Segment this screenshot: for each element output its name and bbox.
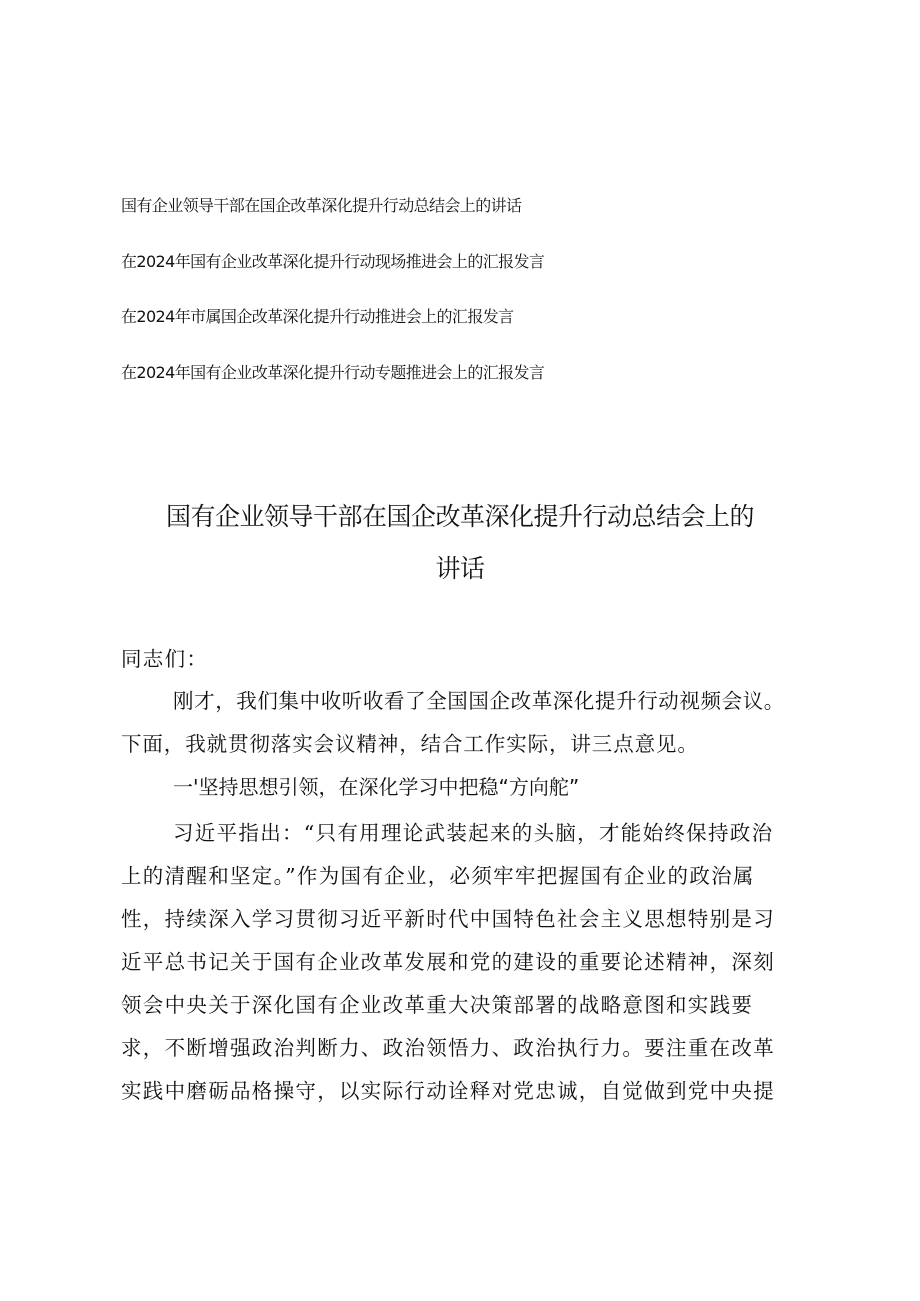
salutation: 同志们： <box>121 647 209 671</box>
speech-title-line-1: 国有企业领导干部在国企改革深化提升行动总结会上的 <box>165 502 754 531</box>
paragraph-line: 上的清醒和坚定。”作为国有企业，必须牢牢把握国有企业的政治属 <box>121 864 755 888</box>
intro-line: 刚才，我们集中收听收看了全国国企改革深化提升行动视频会议。 <box>173 689 785 713</box>
toc-item: 在2024年国有企业改革深化提升行动现场推进会上的汇报发言 <box>121 252 545 271</box>
paragraph-line: 习近平指出：“只有用理论武装起来的头脑，才能始终保持政治 <box>173 821 774 845</box>
intro-line: 下面，我就贯彻落实会议精神，结合工作实际，讲三点意见。 <box>121 732 699 756</box>
paragraph-line: 近平总书记关于国有企业改革发展和党的建设的重要论述精神，深刻 <box>121 950 775 974</box>
toc-item: 国有企业领导干部在国企改革深化提升行动总结会上的讲话 <box>121 196 522 215</box>
paragraph-line: 领会中央关于深化国有企业改革重大决策部署的战略意图和实践要 <box>121 993 754 1017</box>
paragraph-line: 性，持续深入学习贯彻习近平新时代中国特色社会主义思想特别是习 <box>121 907 775 931</box>
toc-item: 在2024年国有企业改革深化提升行动专题推进会上的汇报发言 <box>121 363 545 382</box>
toc-item: 在2024年市属国企改革深化提升行动推进会上的汇报发言 <box>121 307 514 326</box>
paragraph-line: 求，不断增强政治判断力、政治领悟力、政治执行力。要注重在改革 <box>121 1036 775 1060</box>
section-heading: 一'坚持思想引领，在深化学习中把稳“方向舵” <box>173 775 580 799</box>
speech-title-line-2: 讲话 <box>435 554 485 583</box>
paragraph-line: 实践中磨砺品格操守，以实际行动诠释对党忠诚，自觉做到党中央提 <box>121 1079 775 1103</box>
